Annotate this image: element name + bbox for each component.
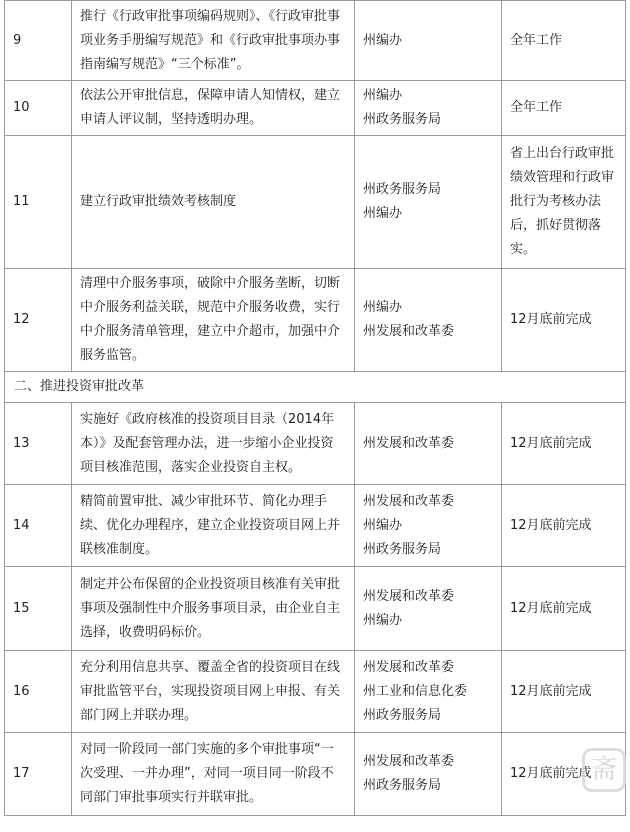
task-description: 充分利用信息共享、覆盖全省的投资项目在线审批监管平台，实现投资项目网上申报、有关部门网上并联办理。 xyxy=(72,651,355,733)
responsible-departments xyxy=(355,269,502,372)
table-row xyxy=(5,269,626,372)
row-number: 13 xyxy=(5,403,72,485)
responsible-departments xyxy=(355,136,502,269)
row-number: 12 xyxy=(5,269,72,372)
department-name: 州编办 xyxy=(363,517,403,533)
department-name: 州编办 xyxy=(363,88,403,103)
completion-time: 12月底前完成 xyxy=(502,403,626,485)
department-name: 州发展和改革委 xyxy=(363,493,455,509)
watermark-logo-icon: 斋 xyxy=(582,748,626,792)
department-name: 州发展和改革委 xyxy=(363,754,455,769)
department-name: 州发展和改革委 xyxy=(363,435,455,451)
table-row xyxy=(5,733,626,816)
task-description: 建立行政审批绩效考核制度 xyxy=(72,136,355,269)
task-description: 制定并公布保留的企业投资项目核准有关审批事项及强制性中介服务事项目录，由企业自主选择，收费明码标价。 xyxy=(72,567,355,651)
department-name: 州编办 xyxy=(363,32,403,48)
department-name: 州编办 xyxy=(363,612,403,628)
table-row xyxy=(5,403,626,485)
department-name: 州编办 xyxy=(363,300,403,315)
table-row xyxy=(5,1,626,81)
responsible-departments xyxy=(355,81,502,136)
completion-time: 12月底前完成 xyxy=(502,567,626,651)
completion-time: 全年工作 xyxy=(502,81,626,136)
table-row xyxy=(5,81,626,136)
task-description: 对同一阶段同一部门实施的多个审批事项“一次受理、一并办理”，对同一项目同一阶段不同部门审批事项实行并联审批。 xyxy=(72,733,355,816)
department-name: 州政务服务局 xyxy=(363,778,442,793)
responsible-departments xyxy=(355,733,502,816)
table-row xyxy=(5,567,626,651)
department-name: 州编办 xyxy=(363,206,403,221)
table-row xyxy=(5,485,626,567)
row-number: 16 xyxy=(5,651,72,733)
department-name: 州发展和改革委 xyxy=(363,588,455,604)
department-name: 州政务服务局 xyxy=(363,112,442,127)
table-row xyxy=(5,136,626,269)
completion-time: 全年工作 xyxy=(502,1,626,81)
completion-time: 省上出台行政审批绩效管理和行政审批行为考核办法后，抓好贯彻落实。 xyxy=(502,136,626,269)
department-name: 州政务服务局 xyxy=(363,707,442,723)
completion-time: 12月底前完成 xyxy=(502,733,626,816)
row-number: 10 xyxy=(5,81,72,136)
section-title: 二、推进投资审批改革 xyxy=(5,372,626,403)
task-description: 精简前置审批、减少审批环节、简化办理手续、优化办理程序，建立企业投资项目网上并联核准制度。 xyxy=(72,485,355,567)
reform-task-table xyxy=(4,0,626,816)
row-number: 9 xyxy=(5,1,72,81)
row-number: 17 xyxy=(5,733,72,816)
row-number: 11 xyxy=(5,136,72,269)
responsible-departments xyxy=(355,651,502,733)
responsible-departments xyxy=(355,1,502,81)
department-name: 州工业和信息化委 xyxy=(363,683,468,699)
task-description: 推行《行政审批事项编码规则》、《行政审批事项业务手册编写规范》和《行政审批事项办事指南编写规范》“三个标准”。 xyxy=(72,1,355,81)
department-name: 州发展和改革委 xyxy=(363,324,455,339)
completion-time: 12月底前完成 xyxy=(502,269,626,372)
section-header-row xyxy=(5,372,626,403)
table-row xyxy=(5,651,626,733)
task-description: 清理中介服务事项，破除中介服务垄断，切断中介服务利益关联，规范中介服务收费，实行中介服务清单管理，建立中介超市，加强中介服务监管。 xyxy=(72,269,355,372)
task-description: 实施好《政府核准的投资项目目录（2014年本）》及配套管理办法，进一步缩小企业投资项目核准范围，落实企业投资自主权。 xyxy=(72,403,355,485)
completion-time: 12月底前完成 xyxy=(502,485,626,567)
responsible-departments xyxy=(355,403,502,485)
row-number: 15 xyxy=(5,567,72,651)
responsible-departments xyxy=(355,567,502,651)
task-description: 依法公开审批信息，保障申请人知情权，建立申请人评议制，坚持透明办理。 xyxy=(72,81,355,136)
department-name: 州发展和改革委 xyxy=(363,659,455,675)
completion-time: 12月底前完成 xyxy=(502,651,626,733)
department-name: 州政务服务局 xyxy=(363,541,442,557)
department-name: 州政务服务局 xyxy=(363,182,442,197)
table-body xyxy=(5,1,626,816)
responsible-departments xyxy=(355,485,502,567)
row-number: 14 xyxy=(5,485,72,567)
